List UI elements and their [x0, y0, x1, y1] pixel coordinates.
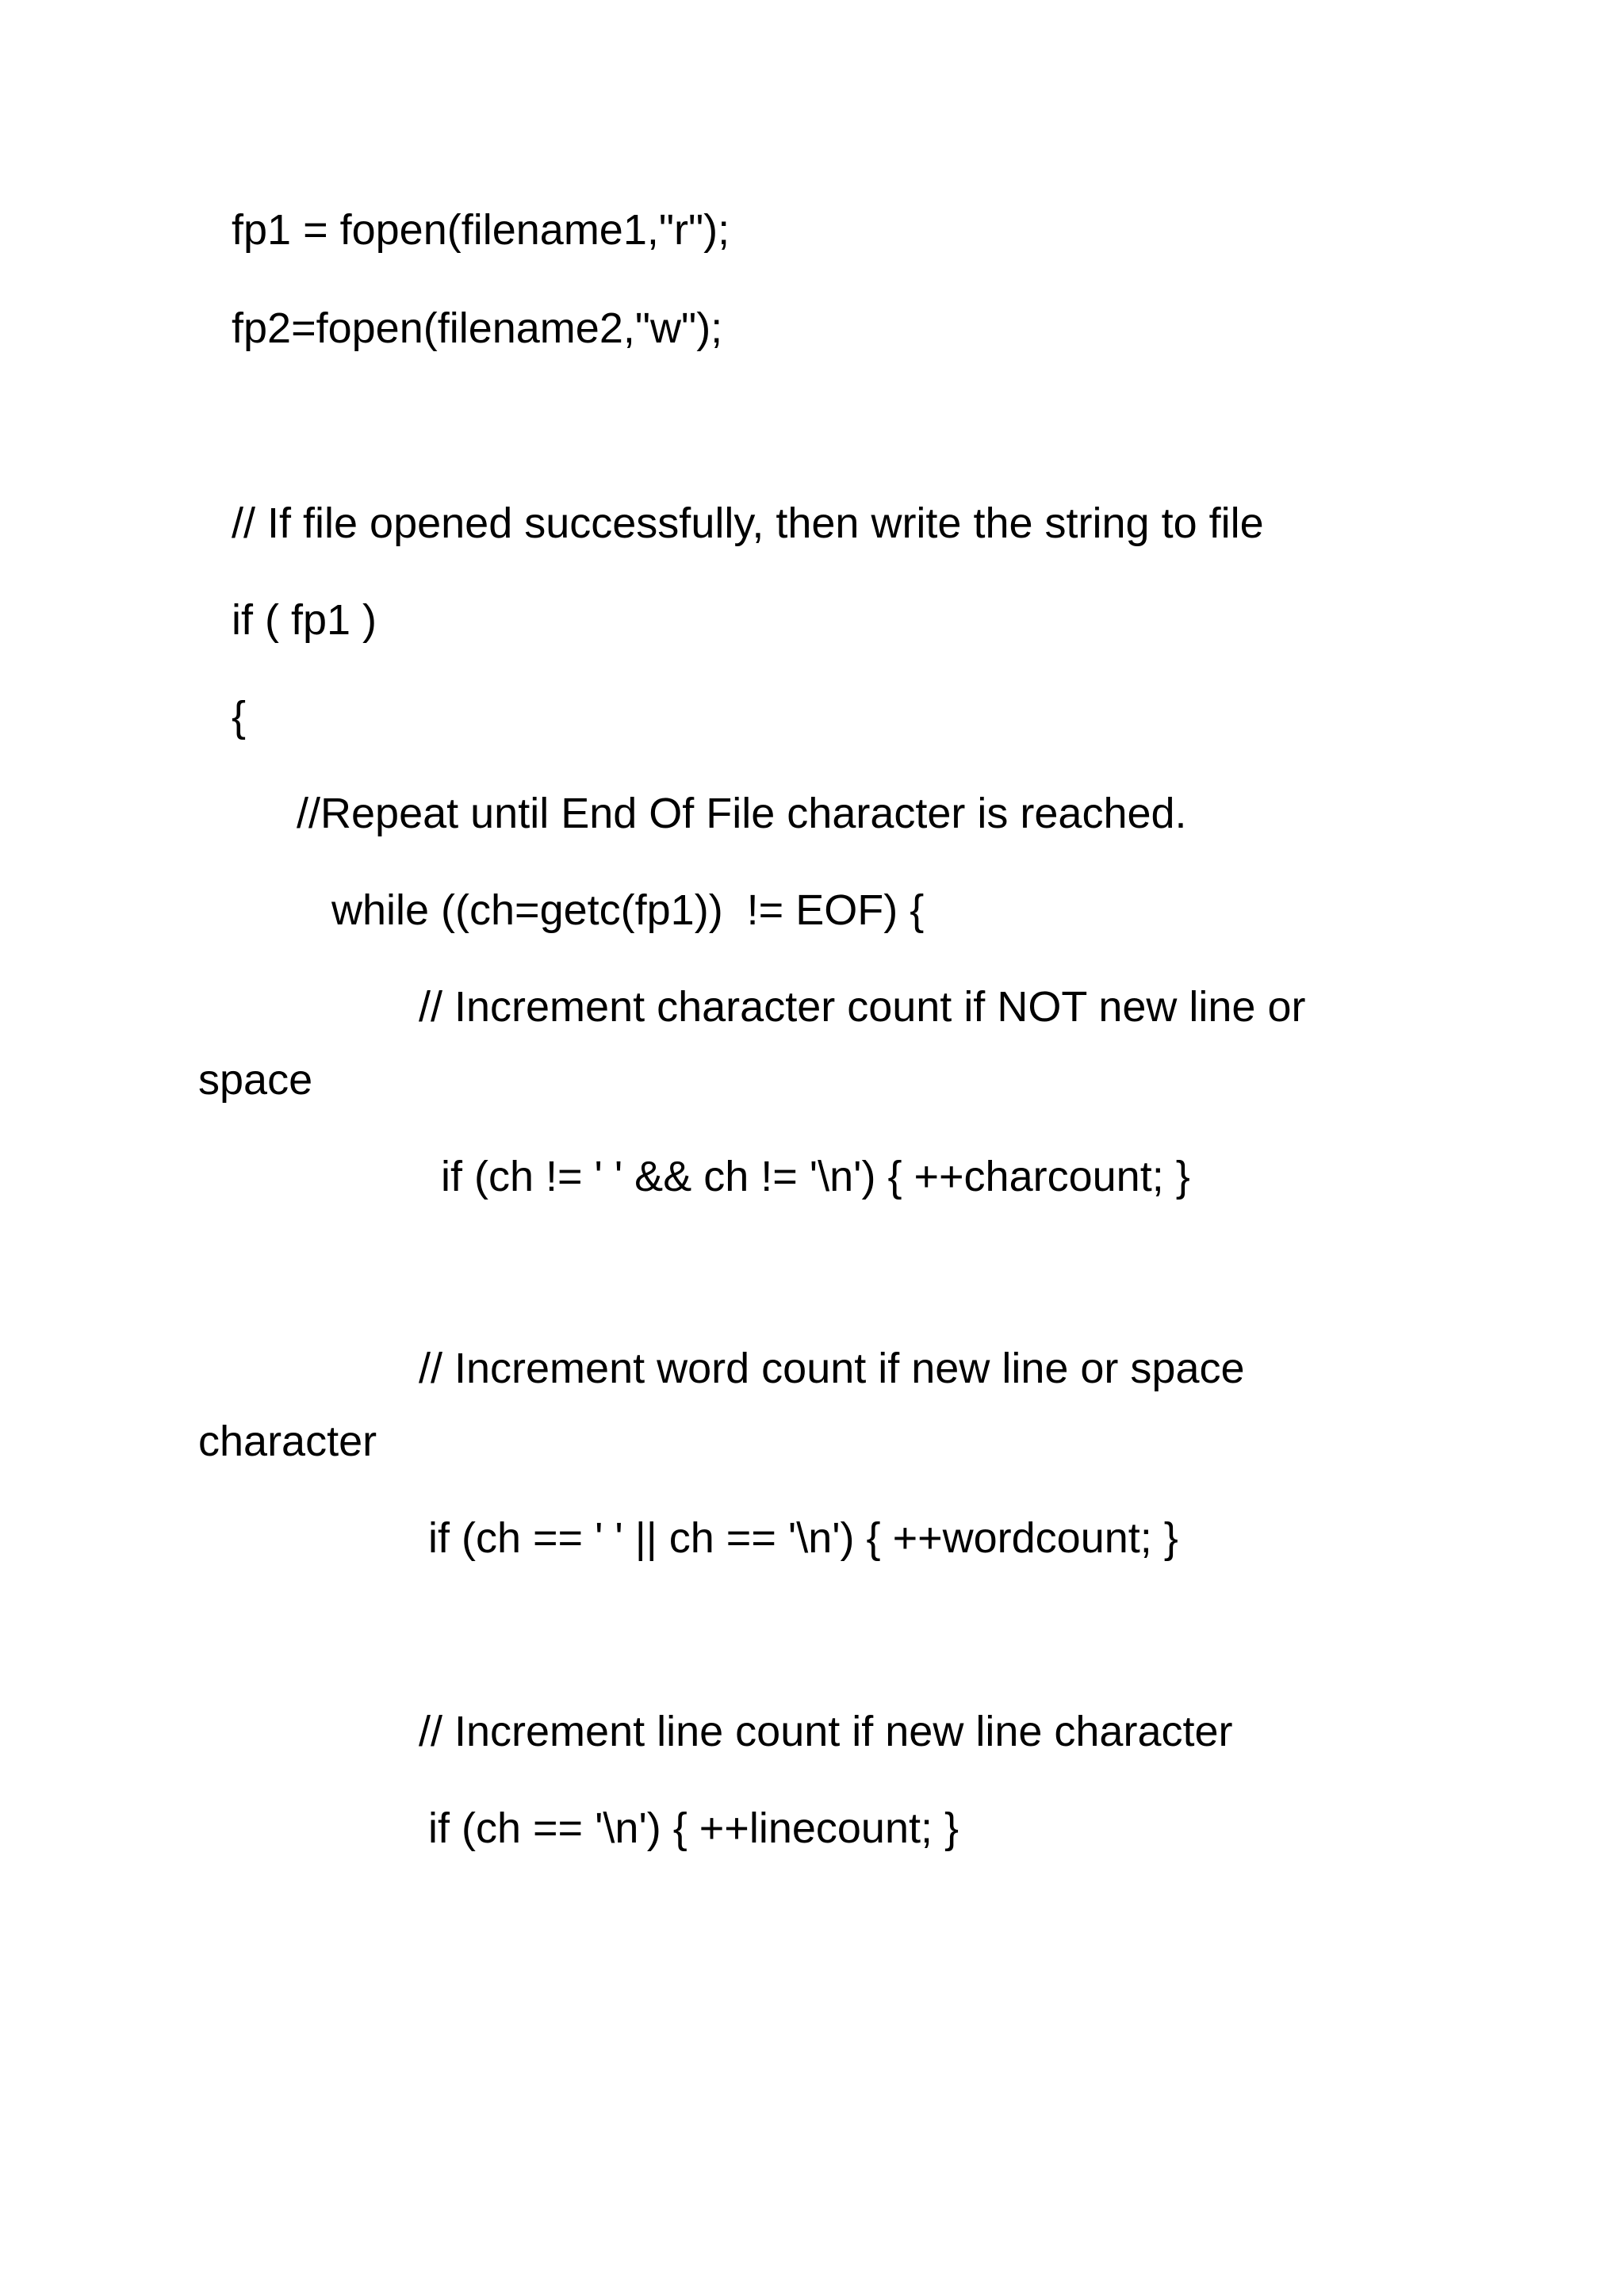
code-line-charcount: if (ch != ' ' && ch != '\n') { ++charcount; }	[441, 1153, 1190, 1200]
code-line-linecount: if (ch == '\n') { ++linecount; }	[428, 1804, 959, 1852]
code-line-fopen-read: fp1 = fopen(filename1,"r");	[232, 206, 730, 254]
code-line-if-fp1: if ( fp1 )	[232, 596, 377, 644]
code-comment-repeat-until-eof: //Repeat until End Of File character is reached.	[297, 790, 1187, 837]
code-line-fopen-write: fp2=fopen(filename2,"w");	[232, 304, 723, 352]
code-comment-file-opened: // If file opened successfully, then write the string to file	[232, 499, 1264, 547]
code-line-open-brace: {	[232, 693, 247, 740]
code-line-wordcount: if (ch == ' ' || ch == '\n') { ++wordcount; }	[428, 1514, 1178, 1562]
code-comment-line-count: // Increment line count if new line character	[419, 1708, 1233, 1755]
code-line-while-loop: while ((ch=getc(fp1)) != EOF) {	[331, 886, 925, 934]
code-comment-character-count-wrap: space	[198, 1056, 313, 1104]
code-comment-word-count: // Increment word count if new line or space	[419, 1345, 1245, 1392]
code-comment-word-count-wrap: character	[198, 1418, 377, 1465]
code-comment-character-count: // Increment character count if NOT new line or	[419, 983, 1306, 1031]
